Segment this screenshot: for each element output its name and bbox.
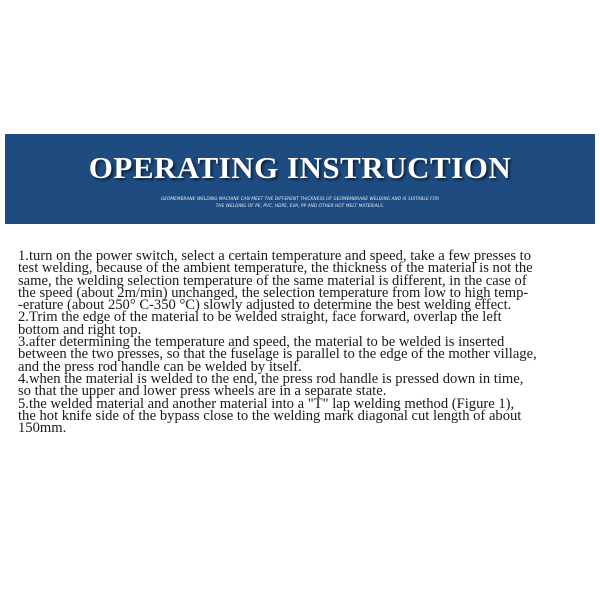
- instruction-line: 2.Trim the edge of the material to be welded straight, face forward, overlap the left: [18, 309, 502, 326]
- instruction-line: bottom and right top.: [18, 321, 142, 338]
- instruction-line: between the two presses, so that the fuselage is parallel to the edge of the mother village,: [18, 346, 537, 363]
- header-banner: [5, 134, 595, 224]
- page-title: OPERATING INSTRUCTION: [88, 150, 512, 185]
- instruction-line: and the press rod handle can be welded by itself.: [18, 358, 302, 375]
- instruction-line: 3.after determining the temperature and speed, the material to be welded is inserted: [18, 334, 505, 351]
- instruction-line: test welding, because of the ambient temperature, the thickness of the material is not the: [18, 260, 533, 277]
- instruction-line: the hot knife side of the bypass close to the welding mark diagonal cut length of about: [18, 407, 522, 424]
- instruction-text: [18, 248, 590, 437]
- instruction-line: -erature (about 250° C-350 °C) slowly adjusted to determine the best welding effect.: [18, 297, 512, 314]
- instruction-line: 1.turn on the power switch, select a certain temperature and speed, take a few presses to: [18, 248, 532, 264]
- instruction-line: 150mm.: [18, 420, 67, 437]
- banner-subtitle-line: THE WELDING OF PE, PVC, HDPE, EVA, PP AND OTHER HOT MELT MATERIALS.: [215, 203, 385, 208]
- instruction-line: the speed (about 2m/min) unchanged, the selection temperature from low to high temp-: [18, 284, 529, 301]
- instruction-line: so that the upper and lower press wheels are in a separate state.: [18, 383, 387, 400]
- instruction-line: same, the welding selection temperature of the same material is different, in the case of: [18, 272, 527, 289]
- banner-subtitle: [5, 195, 595, 209]
- instruction-line: 4.when the material is welded to the end, the press rod handle is pressed down in time,: [18, 370, 524, 387]
- instruction-line: 5.the welded material and another material into a "T" lap welding method (Figure 1),: [18, 395, 515, 412]
- banner-subtitle-line: GEOMEMBRANE WELDING MACHINE CAN MEET THE DIFFERENT THICKNESS OF GEOMEMBRANE WELDING AND IS SUITABLE FOR: [160, 196, 440, 201]
